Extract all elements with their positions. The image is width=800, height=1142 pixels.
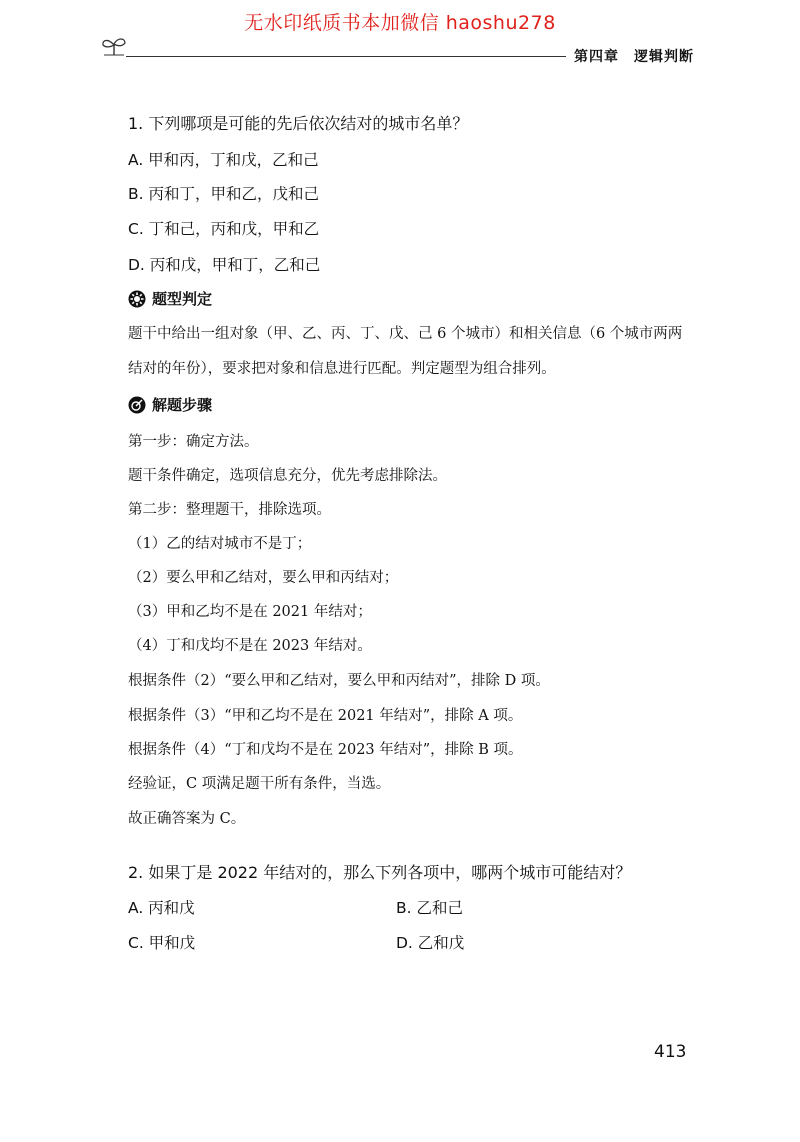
chapter-title: 第四章 逻辑判断 [574, 49, 694, 65]
steps-section-title: 解题步骤 [152, 396, 213, 414]
question-2-option-b: B. 乙和己 [396, 899, 463, 917]
step-line: 根据条件（2）“要么甲和乙结对，要么甲和丙结对”，排除 D 项。 [128, 673, 550, 689]
target-icon [128, 396, 146, 414]
step-line: 经验证，C 项满足题干所有条件，当选。 [128, 776, 391, 792]
steps-section-heading [128, 394, 212, 415]
question-1-option-a: A. 甲和丙，丁和戊，乙和己 [128, 151, 319, 169]
step-line: 根据条件（4）“丁和戊均不是在 2023 年结对”，排除 B 项。 [128, 742, 523, 758]
question-1-option-b: B. 丙和丁，甲和乙，戊和己 [128, 185, 319, 203]
step-line: 根据条件（3）“甲和乙均不是在 2021 年结对”，排除 A 项。 [128, 708, 523, 724]
question-1-option-c: C. 丁和己，丙和戊，甲和乙 [128, 220, 320, 238]
header-rule [126, 56, 566, 57]
question-1-title: 1. 下列哪项是可能的先后依次结对的城市名单？ [128, 114, 469, 133]
step-line: 题干条件确定，选项信息充分，优先考虑排除法。 [128, 468, 447, 484]
question-2-option-c: C. 甲和戊 [128, 934, 196, 952]
watermark: 无水印纸质书本加微信 haoshu278 [244, 12, 556, 34]
page-number: 413 [654, 1042, 687, 1062]
type-section-text: 题干中给出一组对象（甲、乙、丙、丁、戊、己 6 个城市）和相关信息（6 个城市两两结对的年份），要求把对象和信息进行匹配。判定题型为组合排列。 [128, 326, 683, 377]
step-line: 第二步：整理题干，排除选项。 [128, 502, 331, 518]
gear-icon [128, 290, 146, 308]
question-2-option-a: A. 丙和戊 [128, 899, 195, 917]
step-line: 第一步：确定方法。 [128, 434, 259, 450]
question-2-title: 2. 如果丁是 2022 年结对的，那么下列各项中，哪两个城市可能结对？ [128, 863, 632, 882]
step-line: （3）甲和乙均不是在 2021 年结对； [128, 604, 372, 620]
question-1-option-d: D. 丙和戊，甲和丁，乙和己 [128, 256, 321, 274]
type-section-heading [128, 288, 212, 309]
step-line: （1）乙的结对城市不是丁； [128, 536, 312, 552]
step-line: 故正确答案为 C。 [128, 811, 246, 827]
type-section-title: 题型判定 [152, 290, 213, 308]
question-2-option-d: D. 乙和戊 [396, 934, 465, 952]
step-line: （4）丁和戊均不是在 2023 年结对。 [128, 638, 372, 654]
step-line: （2）要么甲和乙结对，要么甲和丙结对； [128, 570, 399, 586]
sprout-icon [100, 34, 128, 56]
